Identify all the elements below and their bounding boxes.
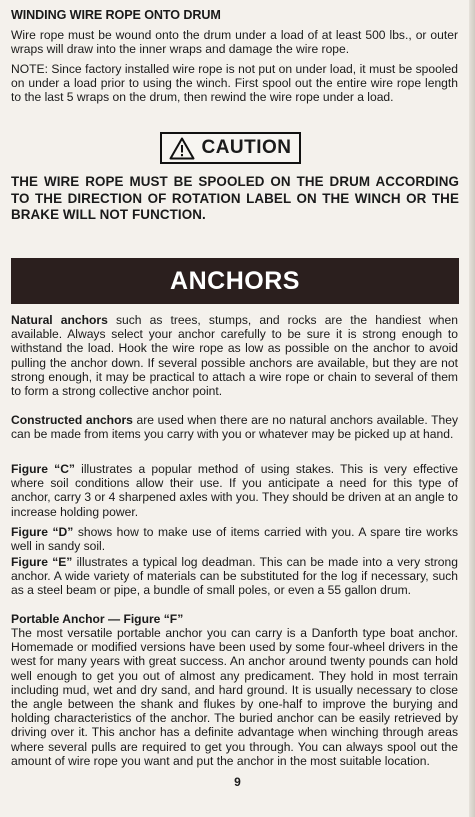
caution-label: CAUTION [201,137,292,158]
portable-anchor-paragraph: The most versatile portable anchor you can carry is a Danforth type boat anchor. Homemade or modified versions have been used by some four-wheel drivers in the west for many years with great success. An anchor around twenty pounds can hold well enough to get you out of almost any predicament. They hold in most terrain including mud, wet and dry sand, and hard ground. It is usually necessary to close the angle between the shank and flukes by one-half to improve the burying and holding characteristics of the anchor. The buried anchor can be easily retrieved by driving over it. This anchor has a definite advantage when winching through areas where several pulls are required to get you through. You can always spool out the amount of wire rope you want and put the anchor in the most suitable location. [11,626,458,768]
figure-e-lead: Figure “E” [11,555,73,569]
figure-d-lead: Figure “D” [11,525,74,539]
figure-d-paragraph [11,525,458,553]
winding-paragraph: Wire rope must be wound onto the drum under a load of at least 500 lbs., or outer wraps will draw into the inner wraps and damage the wire rope. [11,28,458,57]
portable-anchor-heading: Portable Anchor — Figure “F” [11,612,184,626]
figure-c-paragraph [11,462,458,519]
constructed-anchors-paragraph [11,413,458,441]
natural-anchors-text: such as trees, stumps, and rocks are the handiest when available. Always select your anchor carefully to be sure it is strong enough to withstand the load. Hook the wire rope as low as possible on the anchor to avoid pulling the anchor down. If several possible anchors are available, but they are not strong enough, it may be practical to attach a wire rope or chain to several of them to form a strong collective anchor point. [11,313,458,399]
page-edge [469,0,475,817]
caution-box [160,132,301,164]
figure-e-text: illustrates a typical log deadman. This can be made into a very strong anchor. A wide variety of materials can be substituted for the log if necessary, such as a steel beam or pipe, a bundle of small poles, or even a 55 gallon drum. [11,555,458,598]
figure-e-paragraph [11,555,458,598]
caution-warning: THE WIRE ROPE MUST BE SPOOLED ON THE DRUM ACCORDING TO THE DIRECTION OF ROTATION LABEL ON THE WINCH OR THE BRAKE WILL NOT FUNCTION. [11,174,459,222]
natural-anchors-lead: Natural anchors [11,313,108,327]
page-number: 9 [234,775,241,789]
warning-triangle-icon [169,137,195,160]
anchors-title: ANCHORS [170,266,300,295]
figure-d-text: shows how to make use of items carried with you. A spare tire works well in sandy soil. [11,525,458,554]
figure-c-lead: Figure “C” [11,462,75,476]
winding-heading: WINDING WIRE ROPE ONTO DRUM [11,8,221,22]
figure-c-text: illustrates a popular method of using stakes. This is very effective where soil conditions allow their use. If you anticipate a need for this type of anchor, carry 3 or 4 sharpened axles with you. They should be driven at an angle to increase holding power. [11,462,458,519]
note-paragraph: NOTE: Since factory installed wire rope is not put on under load, it must be spooled on under a load prior to using the winch. First spool out the entire wire rope length to the last 5 wraps on the drum, then rewind the wire rope under a load. [11,62,458,105]
constructed-anchors-lead: Constructed anchors [11,413,133,427]
constructed-anchors-text: are used when there are no natural anchors available. They can be made from items you carry with you or whatever may be picked up at hand. [11,413,458,442]
anchors-banner [11,258,459,304]
natural-anchors-paragraph [11,313,458,398]
